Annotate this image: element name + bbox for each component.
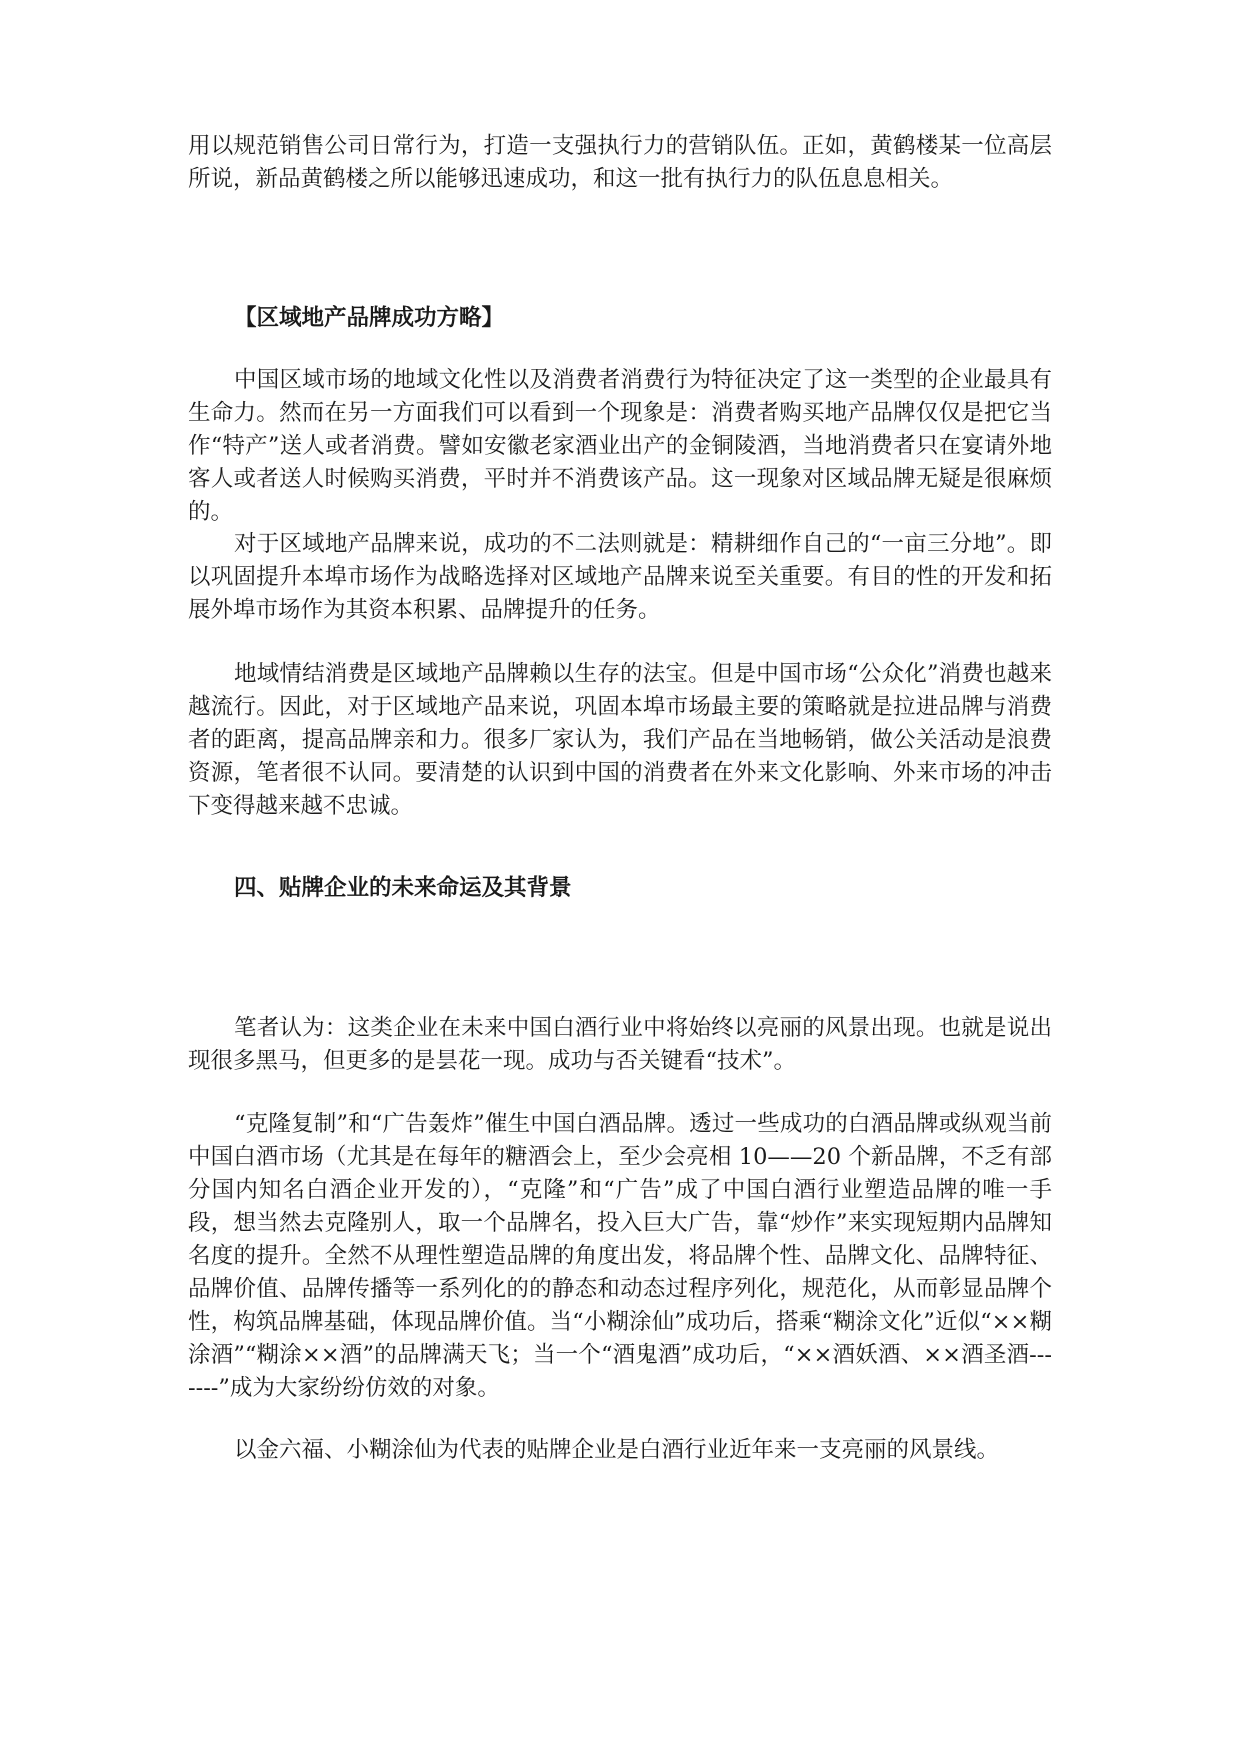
paragraph-oem-examples: 以金六福、小糊涂仙为代表的贴牌企业是白酒行业近年来一支亮丽的风景线。 (234, 1437, 1000, 1463)
paragraph-success-rule: 对于区域地产品牌来说，成功的不二法则就是：精耕细作自己的“一亩三分地”。即以巩固提升本埠市场作为战略选择对区域地产品牌来说至关重要。有目的性的开发和拓展外埠市场作为其资本积累、品牌提升的任务。 (188, 531, 1052, 623)
section-heading-regional-brand-strategy: 【区域地产品牌成功方略】 (234, 305, 505, 331)
paragraph-clone-advertising: “克隆复制”和“广告轰炸”催生中国白酒品牌。透过一些成功的白酒品牌或纵观当前中国白酒市场（尤其是在每年的糖酒会上，至少会亮相 10——20 个新品牌，不乏有部分国内知名白酒企业开发的），“克隆”和“广告”成了中国白酒行业塑造品牌的唯一手段，想当然去克隆别人，取一个品牌名，投入巨大广告，靠“炒作”来实现短期内品牌知名度的提升。全然不从理性塑造品牌的角度出发，将品牌个性、品牌文化、品牌特征、品牌价值、品牌传播等一系列化的的静态和动态过程序列化，规范化，从而彰显品牌个性，构筑品牌基础，体现品牌价值。当“小糊涂仙”成功后，搭乘“糊涂文化”近似“××糊涂酒”“糊涂××酒”的品牌满天飞；当一个“酒鬼酒”成功后，“××酒妖酒、××酒圣酒-------”成为大家纷纷仿效的对象。 (188, 1111, 1052, 1401)
paragraph-local-loyalty: 地域情结消费是区域地产品牌赖以生存的法宝。但是中国市场“公众化”消费也越来越流行。因此，对于区域地产品来说，巩固本埠市场最主要的策略就是拉进品牌与消费者的距离，提高品牌亲和力。很多厂家认为，我们产品在当地畅销，做公关活动是浪费资源，笔者很不认同。要清楚的认识到中国的消费者在外来文化影响、外来市场的冲击下变得越来越不忠诚。 (188, 661, 1052, 819)
paragraph-regional-market: 中国区域市场的地域文化性以及消费者消费行为特征决定了这一类型的企业最具有生命力。然而在另一方面我们可以看到一个现象是：消费者购买地产品牌仅仅是把它当作“特产”送人或者消费。譬如安徽老家酒业出产的金铜陵酒，当地消费者只在宴请外地客人或者送人时候购买消费，平时并不消费该产品。这一现象对区域品牌无疑是很麻烦的。 (188, 367, 1052, 525)
paragraph-author-view: 笔者认为：这类企业在未来中国白酒行业中将始终以亮丽的风景出现。也就是说出现很多黑马，但更多的是昙花一现。成功与否关键看“技术”。 (188, 1015, 1052, 1074)
section-heading-oem-future: 四、贴牌企业的未来命运及其背景 (234, 875, 572, 901)
paragraph-intro: 用以规范销售公司日常行为，打造一支强执行力的营销队伍。正如，黄鹤楼某一位高层所说，新品黄鹤楼之所以能够迅速成功，和这一批有执行力的队伍息息相关。 (188, 133, 1052, 192)
